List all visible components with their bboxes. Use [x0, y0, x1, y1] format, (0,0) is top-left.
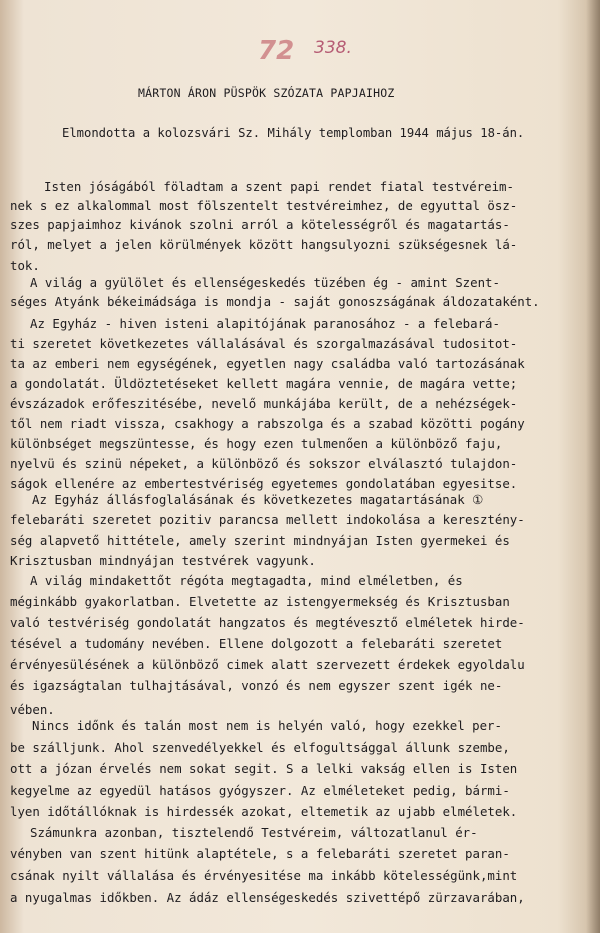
text-line: Az Egyház állásfoglalásának és következetes magatartásának ① — [32, 492, 484, 507]
text-line: szes papjaimhoz kivánok szolni arról a kötelességről és magatartás- — [10, 217, 510, 232]
text-line: kegyelme az egyedül hatásos gyógyszer. Az elméleteket pedig, bármi- — [10, 783, 510, 798]
text-line: Számunkra azonban, tisztelendő Testvéreim, változatlanul ér- — [30, 825, 478, 840]
text-line: való testvériség gondolatát hangzatos és megtévesztő elméletek hirde- — [10, 615, 525, 630]
text-line: tok. — [10, 258, 40, 273]
text-line: a nyugalmas időkben. Az ádáz ellenségeskedés szivettépő zürzavarában, — [10, 890, 525, 905]
text-line: ség alapvető hittétele, amely szerint mindnyájan Isten gyermekei és — [10, 533, 510, 548]
text-line: A világ mindakettőt régóta megtagadta, mind elméletben, és — [30, 573, 463, 588]
text-line: lyen időtállóknak is hirdessék azokat, eltemetik az ujabb elméletek. — [10, 804, 518, 819]
text-line: érvényesülésének a különböző cimek alatt szervezett érdekek egyoldalu — [10, 657, 525, 672]
text-line: nyelvü és szinü népeket, a különböző és sokszor elválasztó tulajdon- — [10, 456, 518, 471]
text-line: ról, melyet a jelen körülmények között hangsulyozni szükségesnek lá- — [10, 237, 518, 252]
text-line: ti szeretet következetes vállalásával és szorgalmazásával tudositot- — [10, 336, 518, 351]
archive-number-mark — [258, 36, 378, 80]
document-title: MÁRTON ÁRON PÜSPÖK SZÓZATA PAPJAIHOZ — [138, 86, 395, 100]
text-line: nek s ez alkalommal most fölszentelt testvéreimhez, de egyuttal ösz- — [10, 198, 518, 213]
text-line: méginkább gyakorlatban. Elvetette az istengyermekség és Krisztusban — [10, 594, 510, 609]
text-line: különbséget megszüntesse, és hogy ezen tulmenően a különböző faju, — [10, 436, 503, 451]
text-line: Isten jóságából föladtam a szent papi rendet fiatal testvéreim- — [44, 179, 514, 194]
text-line: be szálljunk. Ahol szenvedélyekkel és elfogultsággal állunk szembe, — [10, 740, 510, 755]
text-line: A világ a gyülölet és ellenségeskedés tüzében ég - amint Szent- — [30, 275, 500, 290]
archive-subnumber: 338. — [314, 38, 352, 58]
text-line: ott a józan érvelés nem sokat segit. S a lelki vakság ellen is Isten — [10, 761, 518, 776]
text-line: évszázadok erőfeszitésébe, nevelő munkájába került, de a nehézségek- — [10, 396, 518, 411]
text-line: Az Egyház - hiven isteni alapitójának paranosához - a felebará- — [30, 316, 500, 331]
text-line: Nincs időnk és talán most nem is helyén való, hogy ezekkel per- — [32, 718, 502, 733]
text-line: séges Atyánk békeimádsága is mondja - saját gonoszságának áldozataként. — [10, 294, 540, 309]
document-subtitle: Elmondotta a kolozsvári Sz. Mihály templomban 1944 május 18-án. — [62, 126, 525, 140]
text-line: vében. — [10, 702, 55, 717]
archive-number: 72 — [258, 36, 295, 66]
text-line: és igazságtalan tulhajtásával, vonzó és nem egyszer szent igék ne- — [10, 678, 503, 693]
text-line: tésével a tudomány nevében. Ellene dolgozott a felebaráti szeretet — [10, 636, 503, 651]
text-line: Krisztusban mindnyájan testvérek vagyunk. — [10, 553, 316, 568]
text-line: csának nyilt vállalása és érvényesitése ma inkább kötelességünk,mint — [10, 868, 518, 883]
text-line: felebaráti szeretet pozitiv parancsa mellett indokolása a keresztény- — [10, 512, 525, 527]
text-line: a gondolatát. Üldöztetéseket kellett magára vennie, de magára vette; — [10, 376, 518, 391]
text-line: ta az emberi nem egységének, egyetlen nagy családba való tartozásának — [10, 356, 525, 371]
text-line: től nem riadt vissza, csakhogy a rabszolga és a szabad közötti pogány — [10, 416, 525, 431]
text-line: ságok ellenére az embertestvériség egyetemes gondolatában egyesitse. — [10, 476, 518, 491]
text-line: vényben van szent hitünk alaptétele, s a felebaráti szeretet paran- — [10, 846, 510, 861]
